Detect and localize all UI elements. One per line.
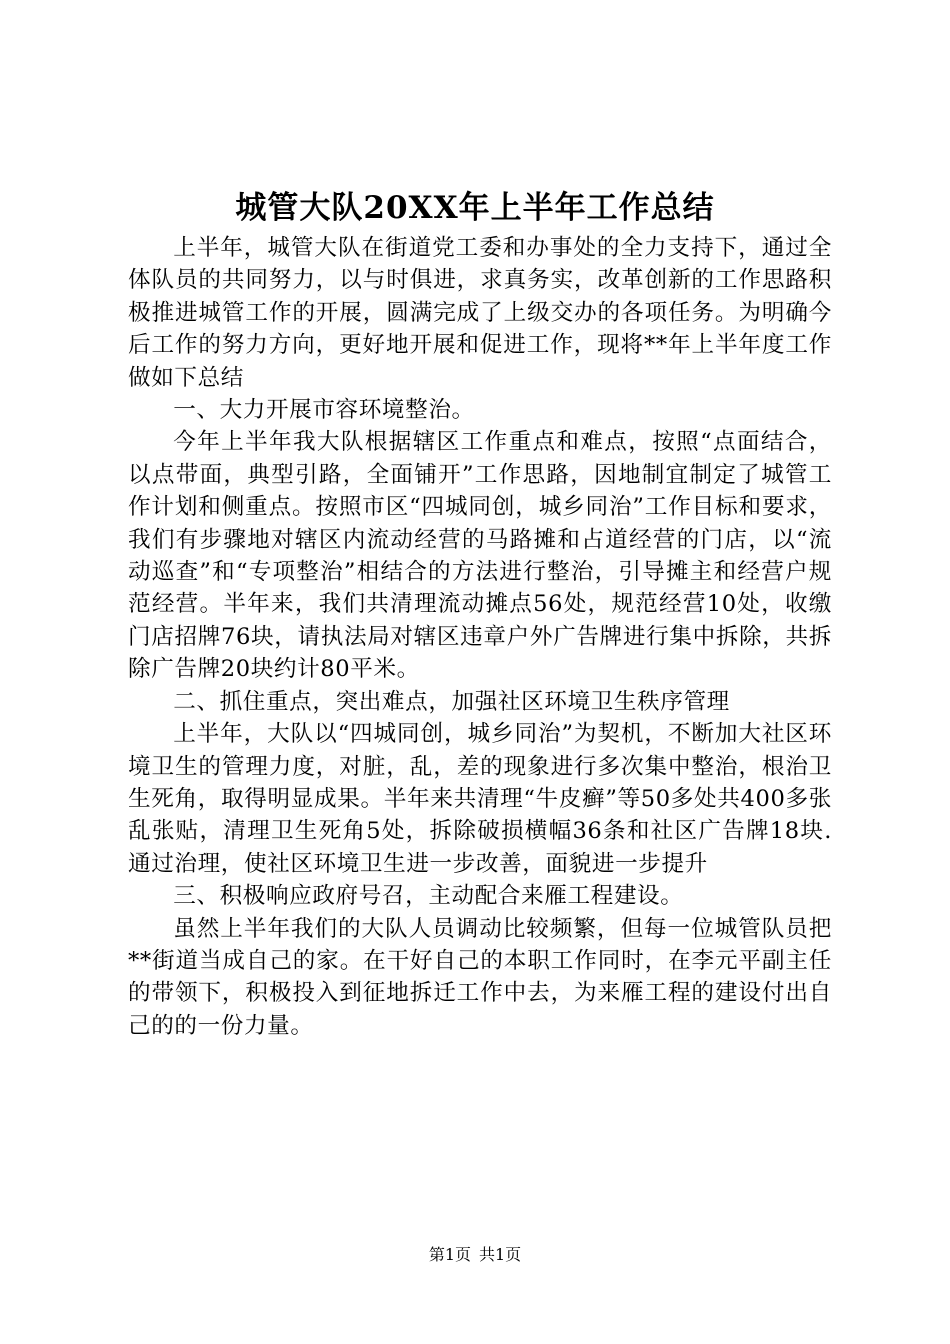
section-heading-1: 一、大力开展市容环境整治。 (173, 397, 475, 424)
section-heading-3: 三、积极响应政府号召，主动配合来雁工程建设。 (173, 883, 684, 910)
section-heading-2: 二、抓住重点，突出难点，加强社区环境卫生秩序管理 (173, 688, 730, 715)
page-number: 第1页 (428, 1245, 471, 1264)
page-footer (0, 1244, 950, 1266)
intro-paragraph: 上半年，城管大队在街道党工委和办事处的全力支持下，通过全体队员的共同努力，以与时俱进，求真务实，改革创新的工作思路积极推进城管工作的开展，圆满完成了上级交办的各项任务。为明确今后工作的努力方向，更好地开展和促进工作，现将**年上半年度工作做如下总结 (128, 235, 832, 391)
section-paragraph-2: 上半年，大队以“四城同创，城乡同治”为契机，不断加大社区环境卫生的管理力度，对脏，乱，差的现象进行多次集中整治，根治卫生死角，取得明显成果。半年来共清理“牛皮癣”等50多处共400多张乱张贴，清理卫生死角5处，拆除破损横幅36条和社区广告牌18块.通过治理，使社区环境卫生进一步改善，面貌进一步提升 (128, 721, 832, 877)
document-body (128, 232, 832, 1042)
section-paragraph-3: 虽然上半年我们的大队人员调动比较频繁，但每一位城管队员把**街道当成自己的家。在干好自己的本职工作同时，在李元平副主任的带领下，积极投入到征地拆迁工作中去，为来雁工程的建设付出自己的的一份力量。 (128, 915, 832, 1039)
document-title: 城管大队20XX年上半年工作总结 (235, 190, 715, 226)
page-total: 共1页 (479, 1245, 522, 1264)
section-paragraph-1: 今年上半年我大队根据辖区工作重点和难点，按照“点面结合，以点带面，典型引路，全面铺开”工作思路，因地制宜制定了城管工作计划和侧重点。按照市区“四城同创，城乡同治”工作目标和要求，我们有步骤地对辖区内流动经营的马路摊和占道经营的门店，以“流动巡查”和“专项整治”相结合的方法进行整治，引导摊主和经营户规范经营。半年来，我们共清理流动摊点56处，规范经营10处，收缴门店招牌76块，请执法局对辖区违章户外广告牌进行集中拆除，共拆除广告牌20块约计80平米。 (128, 429, 832, 683)
